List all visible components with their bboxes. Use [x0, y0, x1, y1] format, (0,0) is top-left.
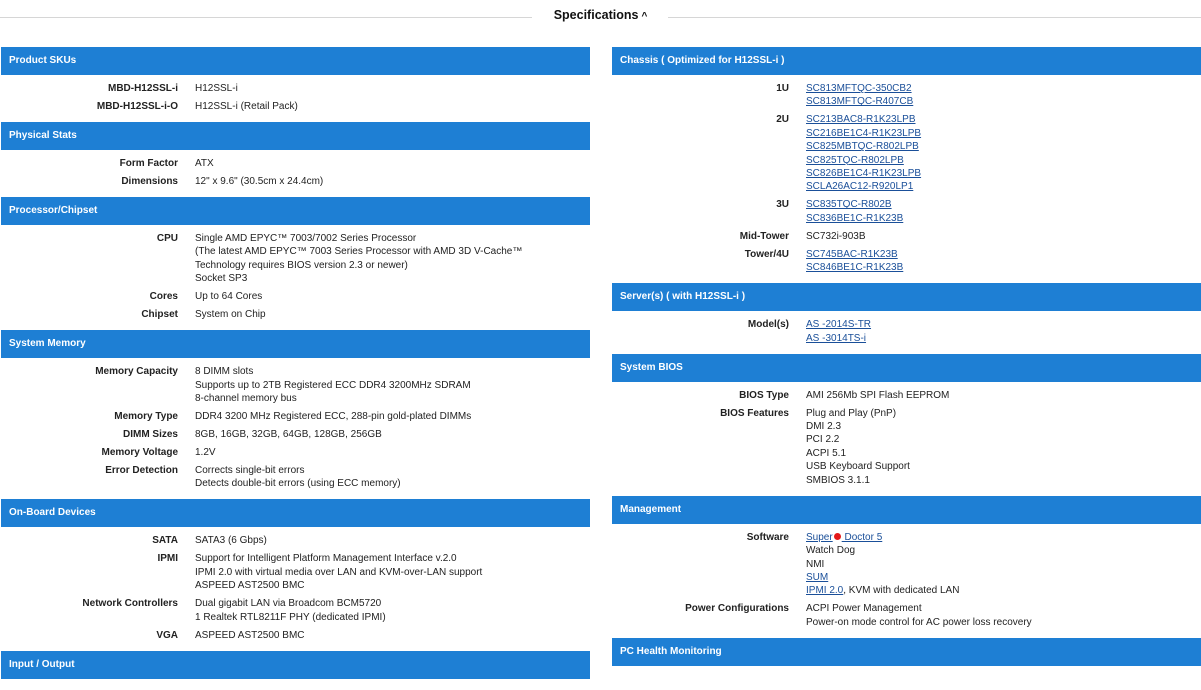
section-rows [612, 75, 1201, 283]
spec-value-line: 8GB, 16GB, 32GB, 64GB, 128GB, 256GB [195, 429, 382, 441]
spec-value [806, 230, 865, 243]
spec-label: DIMM Sizes [122, 429, 178, 441]
product-link[interactable]: SC825TQC-R802LPB [806, 154, 904, 166]
spec-value-line: PCI 2.2 [806, 434, 840, 446]
spec-label: 2U [776, 114, 789, 126]
section-header-physical-stats: Physical Stats [1, 122, 590, 150]
section-rows [1, 527, 590, 650]
spec-label: Memory Capacity [95, 366, 178, 378]
spec-row-network-controllers [1, 597, 590, 624]
spec-value-line: USB Keyboard Support [806, 461, 910, 473]
spec-value-line: DMI 2.3 [806, 421, 842, 433]
spec-row-power-configurations [612, 602, 1201, 629]
spec-value-line: DDR4 3200 MHz Registered ECC, 288-pin gold-plated DIMMs [195, 411, 472, 423]
spec-label: 3U [776, 199, 789, 211]
spec-value-line: System on Chip [195, 309, 266, 321]
spec-value [195, 175, 323, 188]
spec-value [195, 308, 266, 321]
spec-row-2u [612, 113, 1201, 193]
section-header-system-bios: System BIOS [612, 354, 1201, 382]
spec-row-memory-capacity [1, 365, 590, 405]
spec-value [195, 597, 386, 624]
section-header-input-output: Input / Output [1, 651, 590, 679]
spec-value [806, 318, 871, 345]
spec-label: Memory Type [114, 411, 178, 423]
specifications-heading[interactable] [0, 0, 1201, 34]
spec-label: Mid-Tower [739, 230, 789, 242]
link-text: Doctor 5 [841, 531, 883, 543]
spec-value [195, 232, 522, 286]
section-rows [1, 358, 590, 499]
spec-value-line: NMI [806, 558, 825, 570]
spec-label: Power Configurations [685, 603, 789, 615]
spec-value-line: ACPI Power Management [806, 603, 922, 615]
spec-row-sata [1, 534, 590, 547]
spec-value-line: H12SSL-i [195, 83, 238, 94]
spec-row-bios-features [612, 407, 1201, 487]
spec-value [195, 410, 471, 423]
section-rows [1, 150, 590, 197]
spec-row-mid-tower [612, 230, 1201, 243]
product-link[interactable]: SC826BE1C4-R1K23LPB [806, 168, 922, 180]
spec-value [195, 534, 267, 547]
sum-link[interactable]: SUM [806, 571, 829, 583]
spec-value-line: AMI 256Mb SPI Flash EEPROM [806, 389, 950, 401]
spec-row-memory-type [1, 410, 590, 423]
spec-row-cpu [1, 232, 590, 286]
section-rows [1, 225, 590, 330]
spec-row-bios-type [612, 389, 1201, 402]
spec-value [806, 113, 921, 193]
spec-row-memory-voltage [1, 446, 590, 459]
spec-value-line: , KVM with dedicated LAN [843, 585, 960, 597]
specifications-toggle[interactable] [0, 8, 1201, 22]
superdoctor-link[interactable] [806, 532, 882, 543]
spec-value-line: 12" x 9.6" (30.5cm x 24.4cm) [195, 176, 324, 187]
spec-label: Memory Voltage [101, 447, 178, 459]
spec-value [806, 389, 949, 402]
product-link[interactable]: SC216BE1C4-R1K23LPB [806, 127, 922, 139]
spec-value-line: ACPI 5.1 [806, 447, 847, 459]
spec-value-line: H12SSL-i (Retail Pack) [195, 101, 298, 112]
spec-label: Model(s) [747, 319, 789, 331]
section-header-pc-health-monitoring: PC Health Monitoring [612, 638, 1201, 666]
spec-value-line: Up to 64 Cores [195, 291, 263, 303]
product-link[interactable]: AS -3014TS-i [806, 332, 867, 344]
spec-row-chipset [1, 308, 590, 321]
link-text: Super [806, 531, 833, 543]
spec-value [195, 365, 471, 405]
left-spec-column [1, 47, 590, 690]
spec-label: CPU [156, 233, 178, 244]
spec-row-mbd-h12ssl-i-o [1, 100, 590, 113]
section-header-processor-chipset: Processor/Chipset [1, 197, 590, 225]
spec-label: Dimensions [121, 176, 178, 187]
spec-value [195, 100, 298, 113]
spec-value [195, 157, 214, 170]
spec-label: BIOS Features [720, 407, 789, 419]
spec-row-1u [612, 82, 1201, 109]
spec-value-line: ATX [195, 158, 214, 169]
spec-value-line: Dual gigabit LAN via Broadcom BCM5720 [195, 598, 382, 610]
spec-label: 1U [776, 83, 789, 94]
product-link[interactable]: SCLA26AC12-R920LP1 [806, 181, 914, 193]
product-link[interactable]: SC745BAC-R1K23B [806, 248, 898, 260]
spec-label: SATA [152, 535, 178, 547]
spec-value [195, 552, 482, 592]
ipmi-link[interactable]: IPMI 2.0 [806, 585, 844, 597]
spec-value-line: (The latest AMD EPYC™ 7003 Series Processor with AMD 3D V-Cache™ [195, 246, 523, 258]
section-header-chassis-optimized-for-h12ssl-i: Chassis ( Optimized for H12SSL-i ) [612, 47, 1201, 75]
spec-label: Form Factor [119, 158, 178, 169]
product-link[interactable]: SC846BE1C-R1K23B [806, 262, 904, 274]
section-header-product-skus: Product SKUs [1, 47, 590, 75]
spec-row-software [612, 531, 1201, 598]
spec-label: MBD-H12SSL-i [107, 83, 178, 94]
spec-value-line: Support for Intelligent Platform Management Interface v.2.0 [195, 553, 457, 565]
spec-value-line: Single AMD EPYC™ 7003/7002 Series Processor [195, 233, 417, 244]
spec-label: Cores [149, 291, 178, 303]
section-rows [1, 679, 590, 690]
spec-row-ipmi [1, 552, 590, 592]
spec-value [806, 248, 903, 275]
spec-value-line: Power-on mode control for AC power loss recovery [806, 616, 1032, 628]
spec-label: Network Controllers [82, 598, 178, 610]
spec-value-line: Plug and Play (PnP) [806, 407, 897, 419]
product-link[interactable]: SC813MFTQC-R407CB [806, 96, 914, 108]
spec-label: IPMI [157, 553, 178, 565]
product-link[interactable]: SC213BAC8-R1K23LPB [806, 114, 916, 126]
spec-label: Software [746, 531, 789, 543]
chevron-up-icon: ^ [641, 11, 648, 22]
spec-value-line: IPMI 2.0 with virtual media over LAN and KVM-over-LAN support [195, 566, 483, 578]
spec-row-vga [1, 629, 590, 642]
page-title: Specifications [553, 8, 639, 22]
spec-value-line: Watch Dog [806, 545, 856, 557]
spec-label: BIOS Type [739, 389, 789, 401]
spec-value [806, 407, 910, 487]
spec-value [195, 82, 238, 95]
section-rows [612, 524, 1201, 638]
spec-value-line: 8-channel memory bus [195, 393, 297, 405]
spec-value-line: SC732i-903B [806, 230, 866, 242]
product-link[interactable]: SC836BE1C-R1K23B [806, 212, 904, 224]
spec-value [195, 464, 401, 491]
spec-row-tower-4u [612, 248, 1201, 275]
spec-value-line: Socket SP3 [195, 273, 248, 285]
spec-row-cores [1, 290, 590, 303]
product-link[interactable]: SC835TQC-R802B [806, 199, 892, 211]
spec-row-model-s [612, 318, 1201, 345]
spec-label: Chipset [141, 309, 178, 321]
spec-value-line: 8 DIMM slots [195, 366, 254, 378]
spec-label: MBD-H12SSL-i-O [96, 101, 178, 112]
spec-label: Tower/4U [744, 248, 789, 260]
spec-value-line: ASPEED AST2500 BMC [195, 629, 305, 641]
spec-value [806, 531, 959, 598]
section-header-server-s-with-h12ssl-i: Server(s) ( with H12SSL-i ) [612, 283, 1201, 311]
spec-value-line: ASPEED AST2500 BMC [195, 580, 305, 592]
product-link[interactable]: SC825MBTQC-R802LPB [806, 141, 919, 153]
spec-row-dimm-sizes [1, 428, 590, 441]
section-rows [1, 75, 590, 122]
section-header-system-memory: System Memory [1, 330, 590, 358]
product-link[interactable]: AS -2014S-TR [806, 319, 872, 331]
spec-label: Error Detection [105, 465, 178, 477]
spec-row-error-detection [1, 464, 590, 491]
section-header-management: Management [612, 496, 1201, 524]
spec-value-line: 1 Realtek RTL8211F PHY (dedicated IPMI) [195, 611, 386, 623]
spec-value [806, 198, 903, 225]
section-header-on-board-devices: On-Board Devices [1, 499, 590, 527]
spec-value [195, 428, 382, 441]
spec-value [195, 629, 305, 642]
spec-value-line: Corrects single-bit errors [195, 465, 305, 477]
spec-label: VGA [156, 629, 178, 641]
section-rows [612, 666, 1201, 677]
spec-value-line: SMBIOS 3.1.1 [806, 474, 870, 486]
spec-value [195, 446, 216, 459]
spec-row-form-factor [1, 157, 590, 170]
section-rows [612, 382, 1201, 496]
spec-row-3u [612, 198, 1201, 225]
spec-value-line: SATA3 (6 Gbps) [195, 535, 267, 547]
spec-row-mbd-h12ssl-i [1, 82, 590, 95]
red-dot-icon [834, 533, 841, 540]
spec-value-line: Detects double-bit errors (using ECC memory) [195, 478, 401, 490]
spec-value [195, 290, 262, 303]
spec-value-line: Supports up to 2TB Registered ECC DDR4 3200MHz SDRAM [195, 379, 471, 391]
spec-value-line: 1.2V [195, 447, 216, 459]
section-rows [612, 311, 1201, 353]
right-spec-column [612, 47, 1201, 677]
spec-value-line: Technology requires BIOS version 2.3 or newer) [195, 259, 408, 271]
spec-value [806, 82, 913, 109]
spec-row-dimensions [1, 175, 590, 188]
spec-value [806, 602, 1032, 629]
product-link[interactable]: SC813MFTQC-350CB2 [806, 83, 912, 94]
